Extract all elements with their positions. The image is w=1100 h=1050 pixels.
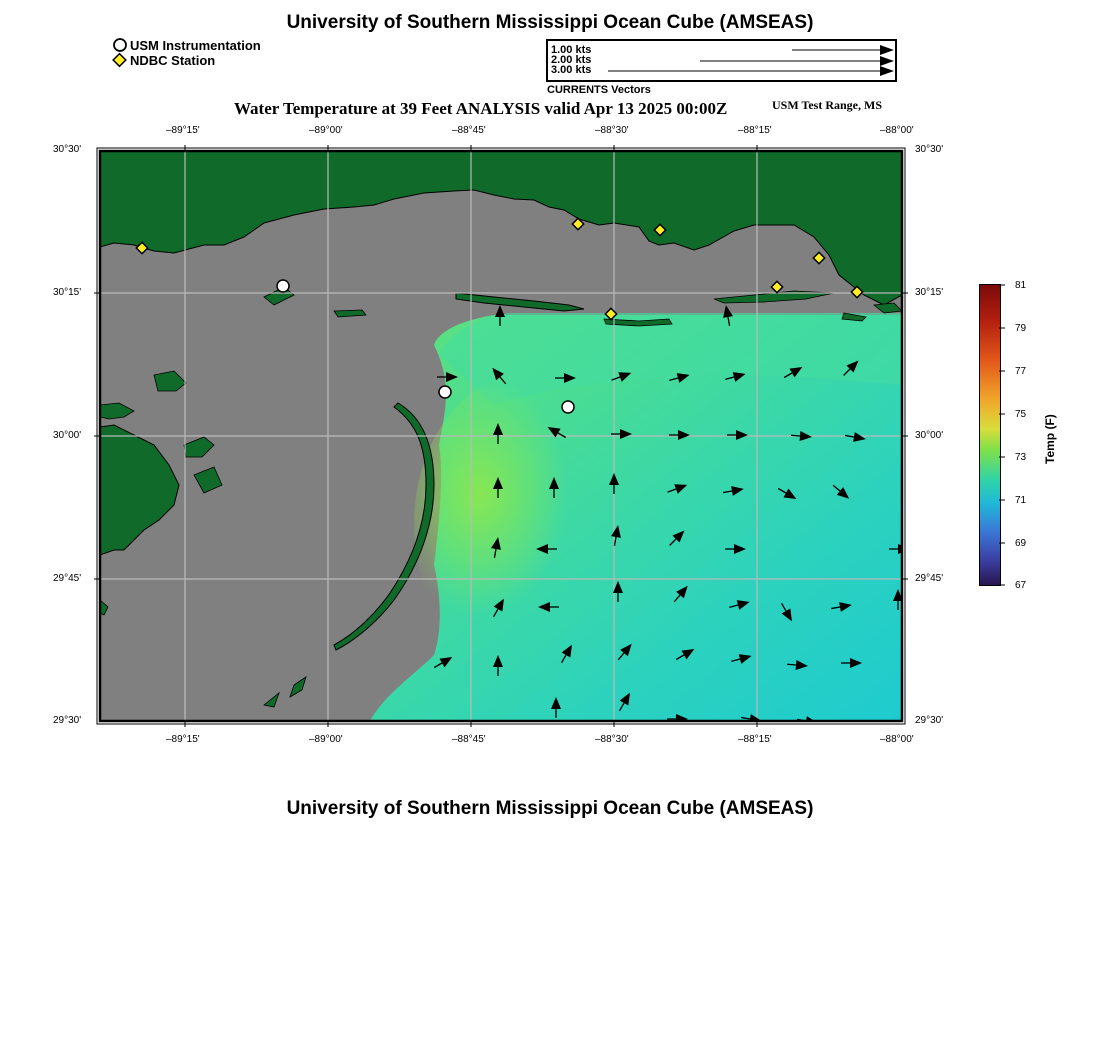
map-subtitle: Water Temperature at 39 Feet ANALYSIS valid Apr 13 2025 00:00Z (234, 99, 728, 118)
lat-tick-right: 29°30' (915, 715, 944, 726)
lat-tick-left: 30°30' (53, 144, 82, 155)
lon-tick-bottom: –88°00' (880, 734, 914, 745)
warm-anomaly (414, 375, 634, 675)
lat-tick-left: 30°15' (53, 287, 82, 298)
lon-tick-bottom: –89°00' (309, 734, 343, 745)
colorbar-tick-label: 73 (1015, 452, 1027, 463)
lat-tick-right: 30°30' (915, 144, 944, 155)
lon-tick-top: –88°00' (880, 125, 914, 136)
colorbar-tick-label: 77 (1015, 366, 1027, 377)
lon-tick-top: –89°15' (166, 125, 200, 136)
lon-tick-top: –88°15' (738, 125, 772, 136)
vector-key (546, 39, 897, 82)
colorbar-tick-label: 79 (1015, 323, 1027, 334)
lon-tick-bottom: –88°30' (595, 734, 629, 745)
lon-tick-top: –89°00' (309, 125, 343, 136)
footer-title: University of Southern Mississippi Ocean Cube (AMSEAS) (286, 798, 814, 819)
lat-tick-left: 29°45' (53, 573, 82, 584)
ndbc-legend-label: NDBC Station (130, 53, 216, 68)
lon-tick-bottom: –88°15' (738, 734, 772, 745)
usm-legend-icon (114, 39, 126, 51)
vector-key-2kt: 2.00 kts (551, 54, 592, 66)
colorbar-tick-label: 67 (1015, 580, 1027, 591)
lat-tick-left: 29°30' (53, 715, 82, 726)
lat-tick-left: 30°00' (53, 430, 82, 441)
lon-tick-bottom: –88°45' (452, 734, 486, 745)
lat-tick-right: 29°45' (915, 573, 944, 584)
lon-tick-bottom: –89°15' (166, 734, 200, 745)
vector-key-3kt: 3.00 kts (551, 64, 592, 76)
colorbar-ticks (999, 284, 1007, 586)
legend-symbols (110, 36, 132, 70)
usm-station-marker (439, 386, 451, 398)
colorbar-tick-label: 69 (1015, 538, 1027, 549)
vector-key-1kt: 1.00 kts (551, 44, 592, 56)
colorbar-tick-label: 75 (1015, 409, 1027, 420)
lon-tick-top: –88°45' (452, 125, 486, 136)
usm-station-marker (277, 280, 289, 292)
lon-tick-top: –88°30' (595, 125, 629, 136)
colorbar-tick-label: 71 (1015, 495, 1027, 506)
usm-legend-label: USM Instrumentation (130, 38, 261, 53)
range-label: USM Test Range, MS (772, 98, 883, 112)
vector-key-arrows (548, 41, 895, 80)
lat-tick-right: 30°15' (915, 287, 944, 298)
colorbar-label: Temp (F) (1043, 414, 1057, 464)
lat-tick-right: 30°00' (915, 430, 944, 441)
temperature-colorbar (979, 284, 1001, 586)
colorbar-tick-label: 81 (1015, 280, 1027, 291)
vector-key-caption: CURRENTS Vectors (547, 84, 651, 96)
usm-station-marker (562, 401, 574, 413)
ndbc-legend-icon (113, 54, 126, 67)
page-title: University of Southern Mississippi Ocean Cube (AMSEAS) (286, 12, 814, 33)
map-canvas (94, 145, 908, 727)
